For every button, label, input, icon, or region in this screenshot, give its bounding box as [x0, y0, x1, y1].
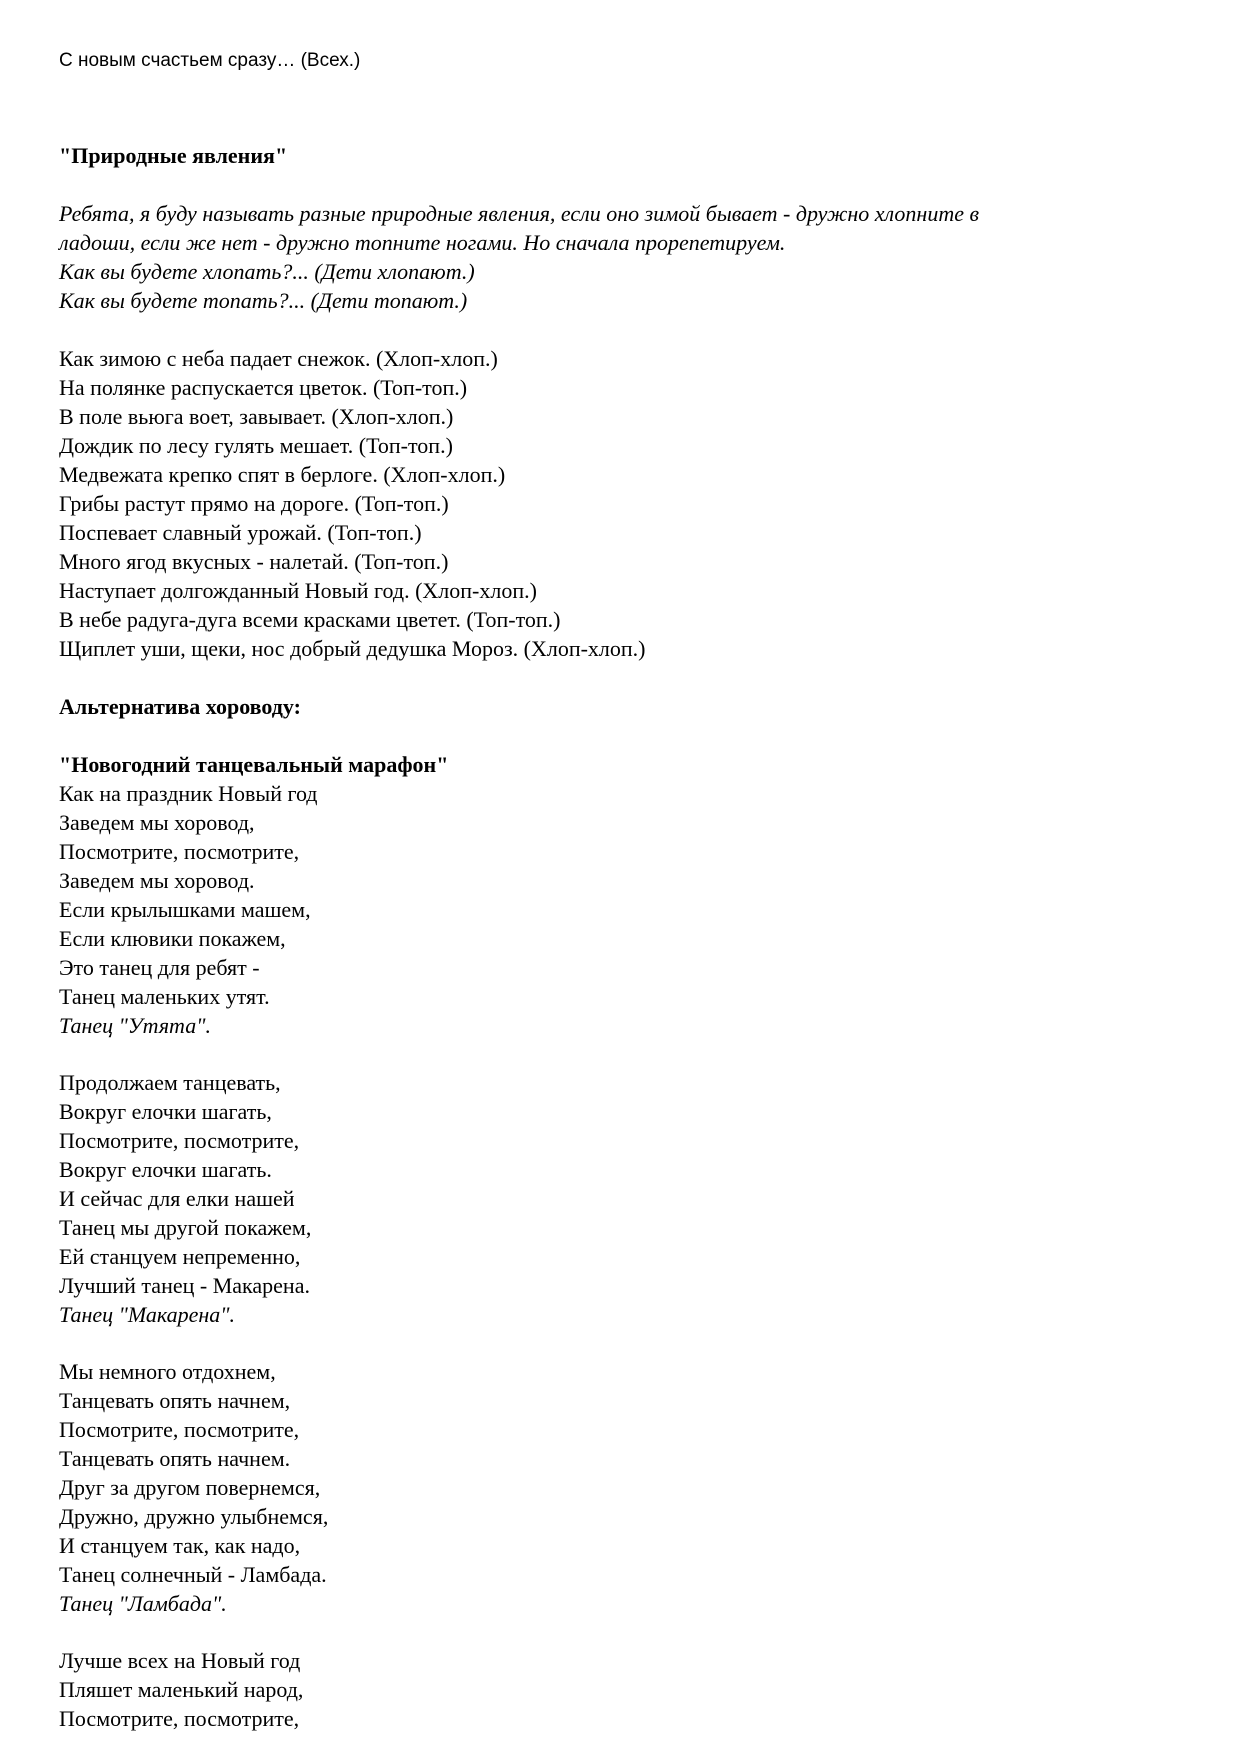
verse-line: Ей станцуем непременно, — [59, 1244, 301, 1269]
game-line: В поле вьюга воет, завывает. (Хлоп-хлоп.) — [59, 404, 454, 429]
game-line: В небе радуга-дуга всеми красками цветет. (Топ-топ.) — [59, 607, 561, 632]
game-line: Щиплет уши, щеки, нос добрый дедушка Мороз. (Хлоп-хлоп.) — [59, 636, 646, 661]
verse-line: Танцевать опять начнем. — [59, 1446, 291, 1471]
verse-line: Лучше всех на Новый год — [59, 1648, 301, 1673]
verse-line: Посмотрите, посмотрите, — [59, 1706, 300, 1731]
game-line: На полянке распускается цветок. (Топ-топ.) — [59, 375, 468, 400]
game-line: Наступает долгожданный Новый год. (Хлоп-хлоп.) — [59, 578, 537, 603]
verse-line: Заведем мы хоровод, — [59, 810, 255, 835]
marathon-title: "Новогодний танцевальный марафон" — [59, 752, 449, 777]
verse-line: Если клювики покажем, — [59, 926, 286, 951]
verse-line: Если крылышками машем, — [59, 897, 311, 922]
game-line: Поспевает славный урожай. (Топ-топ.) — [59, 520, 422, 545]
verse-line: Друг за другом повернемся, — [59, 1475, 321, 1500]
marathon-stanza-1 — [59, 779, 318, 1040]
verse-line: Мы немного отдохнем, — [59, 1359, 276, 1384]
verse-line: Посмотрите, посмотрите, — [59, 839, 300, 864]
verse-line: Танец солнечный - Ламбада. — [59, 1562, 327, 1587]
verse-line: Танец маленьких утят. — [59, 984, 270, 1009]
verse-line: И станцуем так, как надо, — [59, 1533, 301, 1558]
game-line: Много ягод вкусных - налетай. (Топ-топ.) — [59, 549, 449, 574]
verse-line: И сейчас для елки нашей — [59, 1186, 295, 1211]
game-instructions — [59, 199, 979, 315]
verse-line: Танцевать опять начнем, — [59, 1388, 291, 1413]
intro-line: С новым счастьем сразу… (Всех.) — [59, 50, 361, 71]
instruction-line: Ребята, я буду называть разные природные явления, если оно зимой бывает - дружно хлопните в — [59, 201, 980, 226]
verse-line: Лучший танец - Макарена. — [59, 1273, 310, 1298]
marathon-stanza-2 — [59, 1068, 311, 1329]
verse-line: Продолжаем танцевать, — [59, 1070, 281, 1095]
verse-line: Посмотрите, посмотрите, — [59, 1417, 300, 1442]
game-lines — [59, 344, 646, 663]
verse-line: Как на праздник Новый год — [59, 781, 318, 806]
game-line: Медвежата крепко спят в берлоге. (Хлоп-хлоп.) — [59, 462, 506, 487]
verse-line: Вокруг елочки шагать, — [59, 1099, 272, 1124]
verse-line: Пляшет маленький народ, — [59, 1677, 304, 1702]
game-line: Грибы растут прямо на дороге. (Топ-топ.) — [59, 491, 449, 516]
instruction-line: Как вы будете хлопать?... (Дети хлопают.) — [59, 259, 475, 284]
dance-name: Танец "Ламбада". — [59, 1591, 227, 1616]
game-line: Как зимою с неба падает снежок. (Хлоп-хлоп.) — [59, 346, 498, 371]
marathon-stanza-4 — [59, 1646, 303, 1733]
game-line: Дождик по лесу гулять мешает. (Топ-топ.) — [59, 433, 453, 458]
instruction-line: Как вы будете топать?... (Дети топают.) — [59, 288, 468, 313]
dance-name: Танец "Макарена". — [59, 1302, 236, 1327]
alternative-heading: Альтернатива хороводу: — [59, 694, 301, 719]
verse-line: Это танец для ребят - — [59, 955, 260, 980]
verse-line: Танец мы другой покажем, — [59, 1215, 312, 1240]
game-title: "Природные явления" — [59, 143, 288, 168]
instruction-line: ладоши, если же нет - дружно топните ногами. Но сначала прорепетируем. — [59, 230, 786, 255]
dance-name: Танец "Утята". — [59, 1013, 211, 1038]
verse-line: Посмотрите, посмотрите, — [59, 1128, 300, 1153]
verse-line: Дружно, дружно улыбнемся, — [59, 1504, 329, 1529]
verse-line: Заведем мы хоровод. — [59, 868, 255, 893]
marathon-stanza-3 — [59, 1357, 328, 1618]
verse-line: Вокруг елочки шагать. — [59, 1157, 272, 1182]
